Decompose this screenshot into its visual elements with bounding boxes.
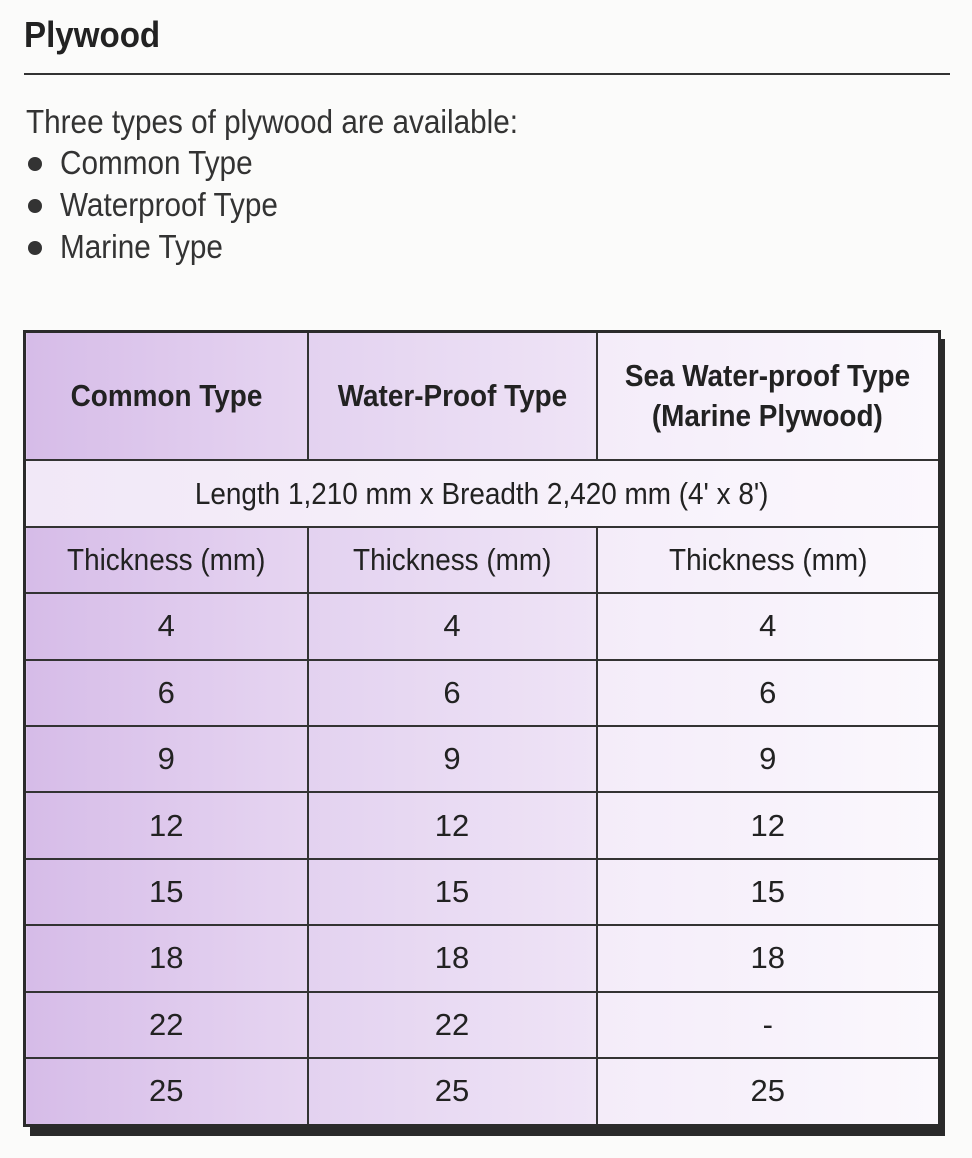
plywood-type-list: [24, 144, 302, 270]
bullet-icon: [28, 157, 42, 171]
table-row: [25, 726, 940, 792]
size-row: [25, 460, 940, 526]
intro-text: Three types of plywood are available:: [26, 103, 518, 140]
list-item: Waterproof Type: [24, 186, 302, 228]
cell-marine: 9: [597, 726, 940, 792]
cell-waterproof: 6: [308, 660, 597, 726]
cell-waterproof: 4: [308, 593, 597, 659]
table-header-row: [25, 332, 940, 461]
header-common-type: Common Type: [25, 332, 308, 461]
header-waterproof-type: Water-Proof Type: [308, 332, 597, 461]
cell-common: 18: [25, 925, 308, 991]
table-row: [25, 1058, 940, 1126]
plywood-thickness-table: [23, 330, 941, 1127]
page-title: Plywood: [24, 14, 161, 55]
cell-waterproof: 18: [308, 925, 597, 991]
bullet-icon: [28, 241, 42, 255]
cell-common: 22: [25, 992, 308, 1058]
table-row: [25, 593, 940, 659]
table-row: [25, 859, 940, 925]
table-row: [25, 792, 940, 858]
cell-waterproof: 25: [308, 1058, 597, 1126]
table-row: [25, 660, 940, 726]
cell-common: 4: [25, 593, 308, 659]
cell-waterproof: 9: [308, 726, 597, 792]
list-item: Common Type: [24, 144, 302, 186]
sheet-size: Length 1,210 mm x Breadth 2,420 mm (4' x 8'): [25, 460, 940, 526]
cell-common: 12: [25, 792, 308, 858]
thickness-label-row: [25, 527, 940, 593]
table-row: [25, 992, 940, 1058]
table-row: [25, 925, 940, 991]
cell-waterproof: 22: [308, 992, 597, 1058]
cell-marine: 15: [597, 859, 940, 925]
cell-marine: 4: [597, 593, 940, 659]
cell-waterproof: 15: [308, 859, 597, 925]
thickness-label: Thickness (mm): [25, 527, 308, 593]
cell-common: 9: [25, 726, 308, 792]
cell-marine: 6: [597, 660, 940, 726]
bullet-icon: [28, 199, 42, 213]
list-item: Marine Type: [24, 228, 302, 270]
header-marine-type: Sea Water-proof Type (Marine Plywood): [597, 332, 940, 461]
thickness-label: Thickness (mm): [597, 527, 940, 593]
cell-common: 15: [25, 859, 308, 925]
cell-marine: 18: [597, 925, 940, 991]
cell-waterproof: 12: [308, 792, 597, 858]
cell-marine: 25: [597, 1058, 940, 1126]
cell-marine: 12: [597, 792, 940, 858]
title-divider: [24, 73, 950, 75]
cell-marine: -: [597, 992, 940, 1058]
cell-common: 6: [25, 660, 308, 726]
thickness-label: Thickness (mm): [308, 527, 597, 593]
cell-common: 25: [25, 1058, 308, 1126]
